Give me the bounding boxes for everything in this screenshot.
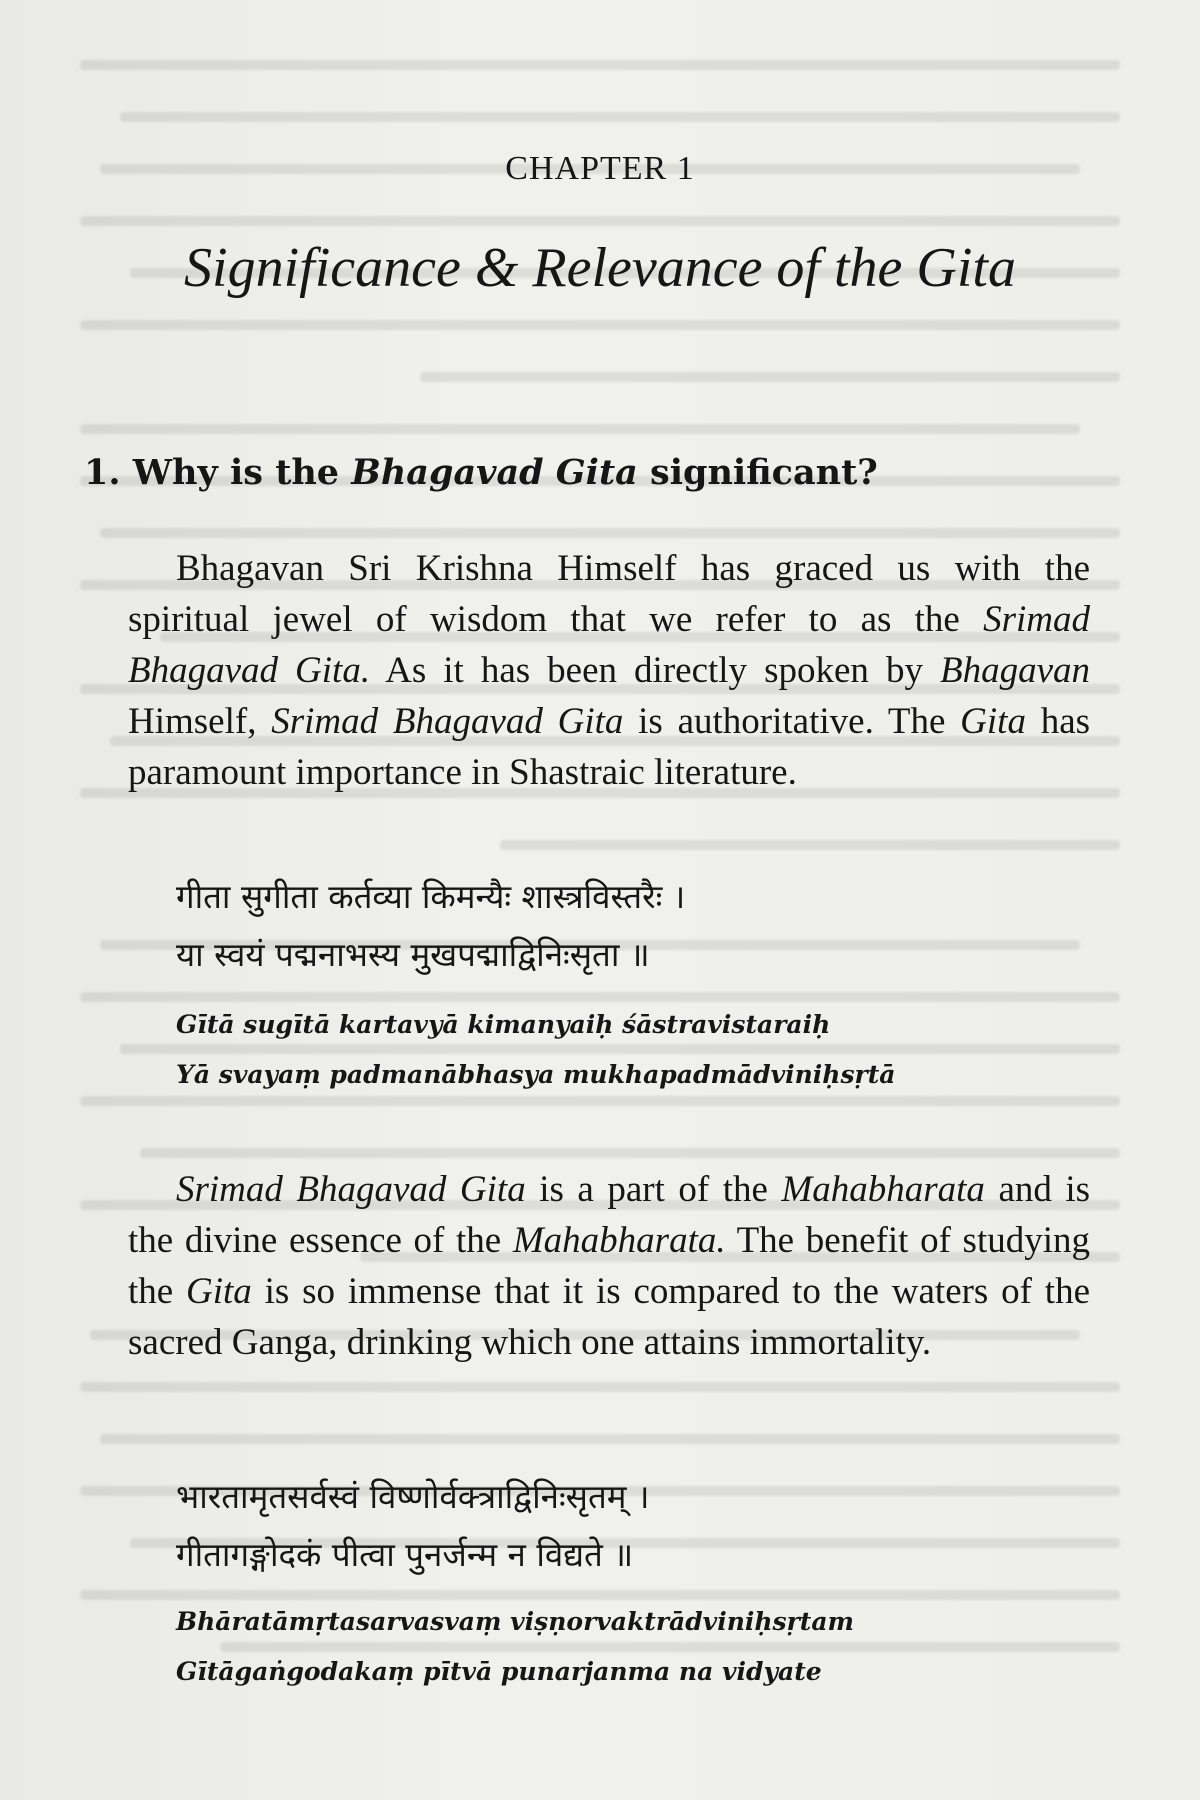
chapter-title: Significance & Relevance of the Gita [184, 237, 1016, 299]
paragraph-emphasis: Gita [960, 701, 1026, 742]
section-number: 1. [84, 452, 121, 493]
paragraph-emphasis: Srimad Bhagavad Gita [271, 701, 624, 742]
sanskrit-verse-1 [176, 868, 685, 984]
paragraph-emphasis: Gita [186, 1271, 252, 1312]
verse-line: या स्वयं पद्मनाभस्य मुखपद्माद्विनिःसृता ॥ [176, 935, 650, 974]
paragraph-2 [128, 1164, 1090, 1368]
transliteration-2 [176, 1597, 854, 1697]
verse-line: भारतामृतसर्वस्वं विष्णोर्वक्त्राद्विनिःसृतम् । [176, 1477, 650, 1516]
chapter-label: CHAPTER 1 [505, 150, 695, 187]
transliteration-line: Gītāgaṅgodakaṃ pītvā punarjanma na vidyate [176, 1657, 822, 1686]
section-heading-emphasis: Bhagavad Gita [351, 452, 638, 493]
section-heading-text-end: significant? [650, 452, 878, 493]
sanskrit-verse-2 [176, 1468, 650, 1584]
paragraph-text: is a part of the [539, 1169, 768, 1210]
paragraph-emphasis: Bhagavan [939, 650, 1091, 691]
paragraph-text: Bhagavan Sri Krishna Himself has graced us with the spiritual jewel of wisdom that we refer to as the [128, 548, 1090, 640]
paragraph-emphasis: Mahabharata. [512, 1220, 726, 1261]
paragraph-text: has paramount importance in Shastraic literature. [128, 701, 1091, 793]
section-heading [84, 452, 878, 493]
paragraph-text: Himself, [128, 701, 257, 742]
verse-line: गीतागङ्गोदकं पीत्वा पुनर्जन्म न विद्यते ॥ [176, 1535, 634, 1574]
transliteration-line: Gītā sugītā kartavyā kimanyaiḥ śāstravistaraiḥ [176, 1010, 831, 1039]
paragraph-text: and is the divine essence of the [128, 1169, 1091, 1261]
paragraph-text: As it has been directly spoken by [385, 650, 923, 691]
paragraph-text: is authoritative. The [638, 701, 946, 742]
section-heading-text-start: Why is the [132, 452, 340, 493]
paragraph-emphasis: Mahabharata [781, 1169, 985, 1210]
paragraph-emphasis: Srimad Bhagavad Gita. [128, 599, 1091, 691]
paragraph-1 [128, 543, 1090, 798]
paragraph-emphasis: Srimad Bhagavad Gita [176, 1169, 526, 1210]
transliteration-line: Bhāratāmṛtasarvasvaṃ viṣṇorvaktrādviniḥsṛtam [176, 1607, 855, 1636]
transliteration-1 [176, 1000, 895, 1100]
verse-line: गीता सुगीता कर्तव्या किमन्यैः शास्त्रविस्तरैः । [176, 877, 686, 916]
transliteration-line: Yā svayaṃ padmanābhasya mukhapadmādviniḥsṛtā [176, 1060, 896, 1089]
paragraph-text: is so immense that it is compared to the waters of the sacred Ganga, drinking which one attains immortality. [128, 1271, 1091, 1363]
paragraph-text: The benefit of studying the [128, 1220, 1090, 1312]
